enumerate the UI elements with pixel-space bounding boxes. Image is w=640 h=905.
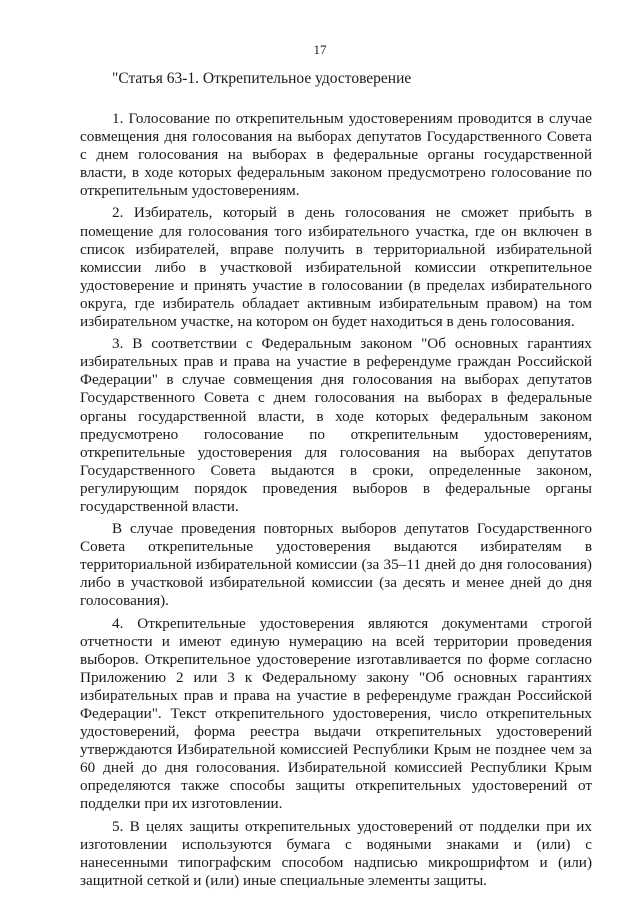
paragraph-3: 3. В соответствии с Федеральным законом "Об основных гарантиях избирательных прав и права на участие в референдуме граждан Российской Федерации" в случае совмещения дня голосования на выборах депутатов Государственного Совета с днем голосования на выборах в федеральные органы государственной власти, в ходе которых федеральным законом предусмотрено голосование по открепительным удостоверениям, открепительные удостоверения для голосования на выборах депутатов Государственного Совета выдаются в сроки, определенные законом, регулирующим порядок проведения выборов в федеральные органы государственной власти. [80,335,592,515]
article-title: "Статья 63-1. Открепительное удостоверение [112,70,412,87]
paragraph-2: 2. Избиратель, который в день голосования не сможет прибыть в помещение для голосования того избирательного участка, где он включен в список избирателей, вправе получить в территориальной избирательной комиссии либо в участковой избирательной комиссии открепительное удостоверение и принять участие в голосовании (в пределах избирательного округа, где избиратель обладает активным избирательным правом) на том избирательном участке, на котором он будет находиться в день голосования. [80,204,592,331]
paragraph-5: 5. В целях защиты открепительных удостоверений от подделки при их изготовлении используются бумага с водяными знаками и (или) с нанесенными типографским способом надписью микрошрифтом и (или) защитной сеткой и (или) иные специальные элементы защиты. [80,817,592,889]
paragraph-1: 1. Голосование по открепительным удостоверениям проводится в случае совмещения дня голосования на выборах депутатов Государственного Совета с днем голосования на выборах в федеральные органы государственной власти, в ходе которых федеральным законом предусмотрено голосование по открепительным удостоверениям. [80,110,592,200]
document-body [80,110,592,894]
paragraph-3-continued: В случае проведения повторных выборов депутатов Государственного Совета открепительные удостоверения выдаются избирателям в территориальной избирательной комиссии (за 35–11 дней до дня голосования) либо в участковой избирательной комиссии (за десять и менее дней до дня голосования). [80,520,592,610]
page-number: 17 [313,42,327,57]
paragraph-4: 4. Открепительные удостоверения являются документами строгой отчетности и имеют единую нумерацию на всей территории проведения выборов. Открепительное удостоверение изготавливается по форме согласно Приложению 2 или 3 к Федеральному закону "Об основных гарантиях избирательных прав и права на участие в референдуме граждан Российской Федерации". Текст открепительного удостоверения, число открепительных удостоверений, форма реестра выдачи открепительных удостоверений утверждаются Избирательной комиссией Республики Крым не позднее чем за 60 дней до дня голосования. Избирательной комиссией Республики Крым определяются также способы защиты открепительных удостоверений от подделки при их изготовлении. [80,614,592,813]
